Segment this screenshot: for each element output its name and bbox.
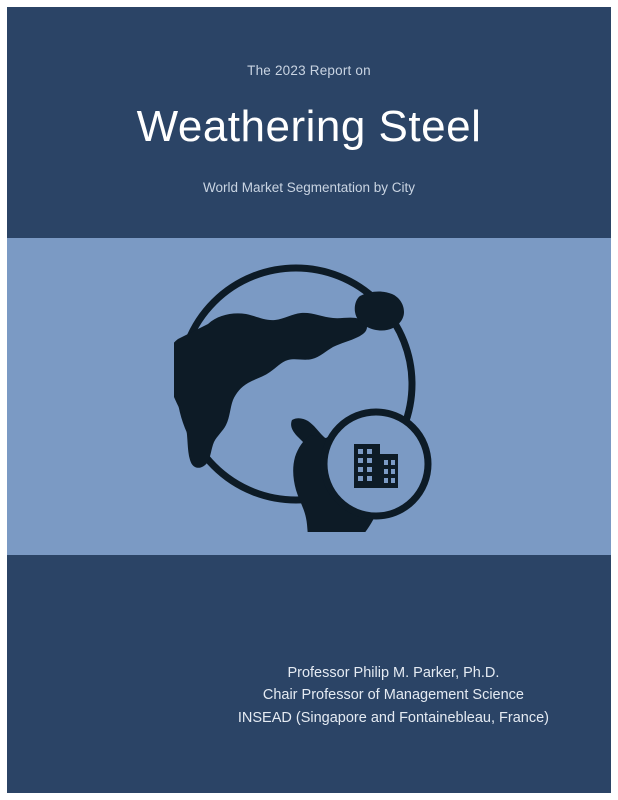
author-affiliation: INSEAD (Singapore and Fontainebleau, France) (237, 709, 549, 726)
title-band (7, 7, 611, 238)
author-name: Professor Philip M. Parker, Ph.D. (287, 665, 500, 681)
report-title: Weathering Steel (136, 102, 482, 151)
author-block (238, 662, 549, 729)
report-pretitle: The 2023 Report on (247, 63, 371, 78)
author-band (7, 555, 611, 793)
globe-with-building-icon (174, 262, 444, 532)
author-role: Chair Professor of Management Science (262, 687, 524, 704)
cover-artwork-band (7, 238, 611, 555)
report-subtitle: World Market Segmentation by City (202, 180, 416, 196)
report-cover (7, 7, 611, 793)
